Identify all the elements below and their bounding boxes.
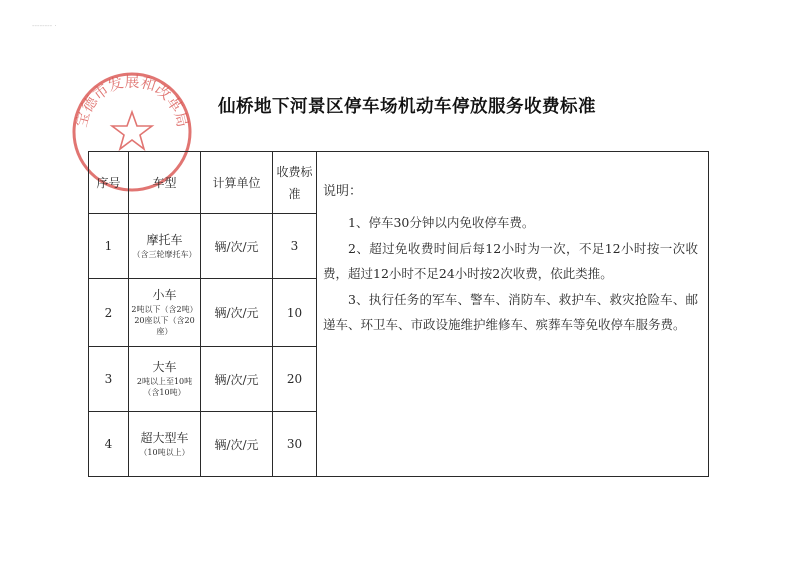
row-type-note: 2吨以上至10吨（含10吨） [136, 377, 193, 397]
notes-cell [317, 152, 709, 477]
header-no: 序号 [89, 152, 129, 214]
row-type-cell [129, 347, 201, 412]
row-type: 超大型车 [140, 430, 189, 445]
seal-arc-text: 宝德市发展和改革局 [72, 72, 192, 130]
row-no: 3 [89, 347, 129, 412]
row-unit: 辆/次/元 [201, 347, 273, 412]
note-item-2: 2、超过免收费时间后每12小时为一次，不足12小时按一次收费，超过12小时不足24小时按2次收费，依此类推。 [323, 240, 698, 281]
notes-heading: 说明： [323, 184, 363, 199]
row-type: 摩托车 [146, 232, 183, 247]
row-unit: 辆/次/元 [201, 214, 273, 279]
row-type-cell [129, 279, 201, 347]
row-type-note: 2吨以下（含2吨）20座以下（含20座） [131, 305, 198, 336]
row-type-cell [129, 214, 201, 279]
row-type: 小车 [152, 288, 177, 302]
row-type: 大车 [152, 360, 177, 374]
row-unit: 辆/次/元 [201, 279, 273, 347]
row-fee: 30 [273, 412, 317, 477]
row-unit: 辆/次/元 [201, 412, 273, 477]
row-fee: 20 [273, 347, 317, 412]
seal-star-icon [112, 112, 152, 149]
header-fee: 收费标准 [273, 152, 317, 214]
row-no: 4 [89, 412, 129, 477]
page-header-mark: -------- · [32, 22, 57, 30]
page-title: 仙桥地下河景区停车场机动车停放服务收费标准 [218, 97, 596, 117]
row-fee: 10 [273, 279, 317, 347]
row-type-note: （含三轮摩托车） [132, 249, 197, 259]
row-type-cell [129, 412, 201, 477]
note-item-1: 1、停车30分钟以内免收停车费。 [348, 215, 535, 230]
table-header-row [89, 152, 709, 214]
fee-table [88, 151, 709, 477]
note-item-3: 3、执行任务的军车、警车、消防车、救护车、救灾抢险车、邮递车、环卫车、市政设施维护维修车、殡葬车等免收停车服务费。 [323, 291, 698, 332]
row-fee: 3 [273, 214, 317, 279]
header-unit: 计算单位 [201, 152, 273, 214]
row-no: 2 [89, 279, 129, 347]
row-no: 1 [89, 214, 129, 279]
header-type: 车型 [129, 152, 201, 214]
row-type-note: （10吨以上） [139, 447, 190, 457]
